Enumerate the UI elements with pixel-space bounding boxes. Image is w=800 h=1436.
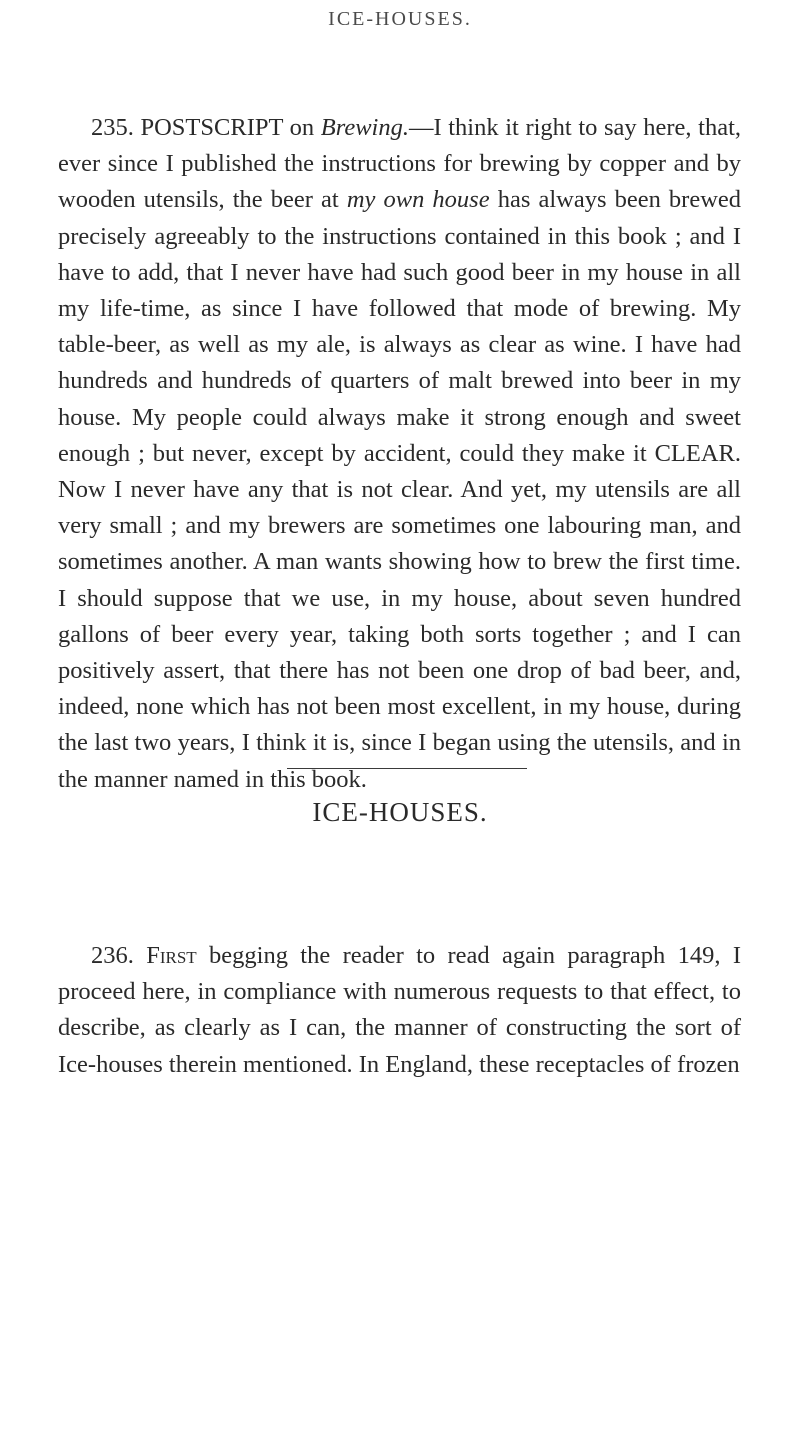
- postscript-subject: Brewing.: [320, 114, 409, 141]
- paragraph-number: 236.: [91, 942, 134, 969]
- section-divider: [287, 768, 527, 769]
- postscript-title: POSTSCRIPT: [140, 114, 284, 141]
- postscript-on: on: [289, 114, 315, 141]
- paragraph-235: [58, 110, 741, 798]
- paragraph-text: begging the reader to read again paragraph 149, I proceed here, in compliance with numerous requests to that effect, to describe, as clearly as I can, the manner of constructing the sort of Ice-houses therein mentioned. In England, these receptacles of frozen: [58, 942, 742, 1078]
- first-word: First: [146, 942, 197, 969]
- paragraph-236: [58, 938, 741, 1083]
- section-heading: ICE-HOUSES.: [312, 797, 488, 827]
- paragraph-number: 235.: [91, 114, 134, 141]
- running-head: ICE-HOUSES.: [328, 8, 472, 30]
- paragraph-text: —I think it right to say here, that, ever since I published the instructions for brewing by copper and by wooden utensils, the beer at: [58, 114, 741, 214]
- emphasis-phrase: my own house: [346, 186, 490, 214]
- paragraph-text: has always been brewed precisely agreeably to the instructions contained in this book ; and I have to add, that I never have had such good beer in my house in all my life-time, as since I have followed that mode of brewing. My table-beer, as well as my ale, is always as clear as wine. I have had hundreds and hundreds of quarters of malt brewed into beer in my house. My people could always make it strong enough and sweet enough ; but never, except by accident, could they make it CLEAR. Now I never have any that is not clear. And yet, my utensils are all very small ; and my brewers are sometimes one labouring man, and sometimes another. A man wants showing how to brew the first time. I should suppose that we use, in my house, about seven hundred gallons of beer every year, taking both sorts together ; and I can positively assert, that there has not been one drop of bad beer, and, indeed, none which has not been most excellent, in my house, during the last two years, I think it is, since I began using the utensils, and in the manner named in this book.: [58, 186, 742, 793]
